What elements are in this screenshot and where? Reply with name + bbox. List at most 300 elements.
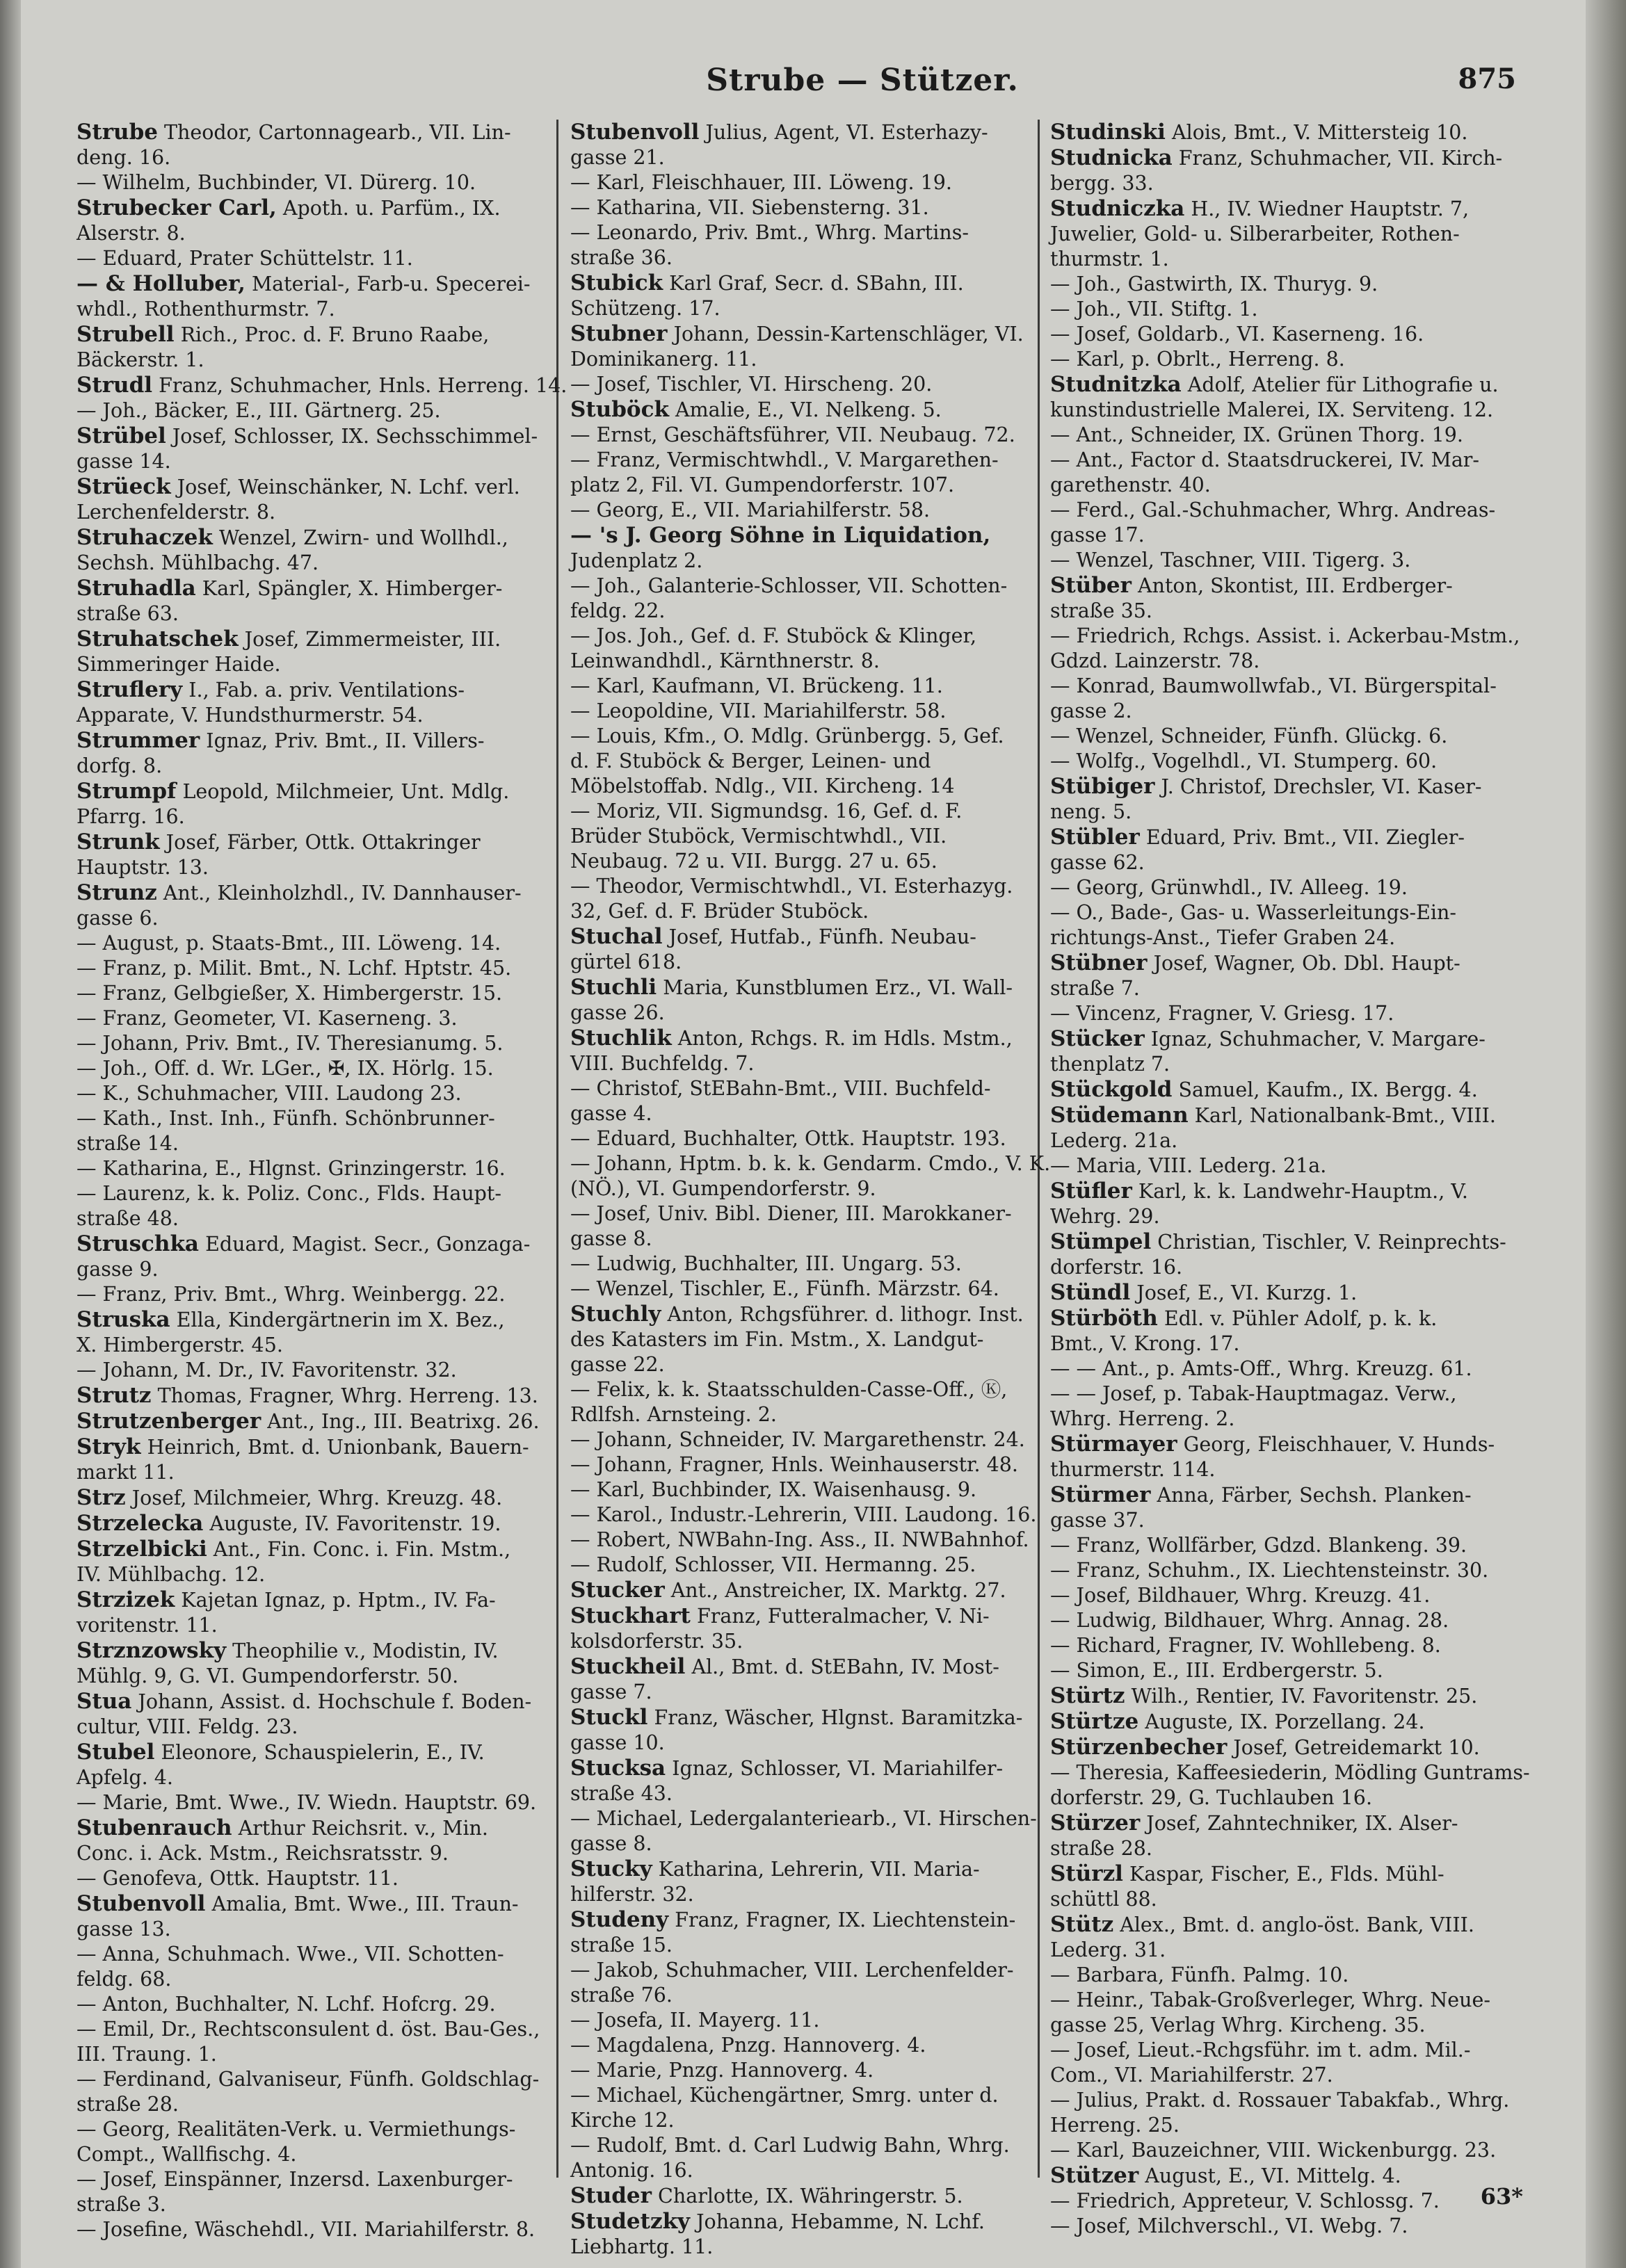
entry-details: VIII. Buchfeldg. 7. (570, 1052, 755, 1075)
entry-details: — Robert, NWBahn-Ing. Ass., II. NWBahnhof. (570, 1528, 1029, 1551)
directory-entry (1050, 950, 1502, 976)
directory-entry (77, 1081, 529, 1106)
directory-entry (570, 120, 1022, 145)
directory-entry (77, 322, 529, 348)
directory-entry (570, 1882, 1022, 1907)
entry-surname: Stuchal (570, 924, 663, 949)
entry-surname: Struflery (77, 677, 183, 702)
directory-entry (1050, 448, 1502, 473)
entry-surname: Struschka (77, 1231, 200, 1256)
entry-details: Sechsh. Mühlbachg. 47. (77, 551, 319, 574)
entry-surname: Strz (77, 1485, 126, 1510)
directory-entry (77, 1282, 529, 1307)
directory-entry (570, 2108, 1022, 2133)
entry-surname: Strzelecka (77, 1511, 204, 1536)
entry-details: Al., Bmt. d. StEBahn, IV. Most- (685, 1655, 999, 1678)
directory-entry (570, 347, 1022, 372)
directory-entry (77, 677, 529, 703)
directory-entry (1050, 573, 1502, 599)
directory-entry (1050, 347, 1502, 372)
column-divider (556, 120, 558, 2178)
directory-entry (77, 1613, 529, 1638)
directory-entry (1050, 1001, 1502, 1026)
entry-details: — Katharina, E., Hlgnst. Grinzingerstr. 16. (77, 1157, 506, 1180)
directory-entry (570, 624, 1022, 649)
directory-entry (77, 500, 529, 525)
entry-details: — Josef, Tischler, VI. Hirscheng. 20. (570, 373, 933, 396)
directory-entry (570, 1856, 1022, 1882)
entry-surname: Stücker (1050, 1026, 1145, 1051)
entry-details: — — Ant., p. Amts-Off., Whrg. Kreuzg. 61. (1050, 1357, 1472, 1380)
entry-details: (NÖ.), VI. Gumpendorferstr. 9. (570, 1177, 876, 1200)
entry-surname: Struska (77, 1307, 170, 1332)
directory-entry (570, 1076, 1022, 1101)
directory-entry (570, 2008, 1022, 2033)
directory-entry (1050, 2113, 1502, 2138)
directory-entry (77, 956, 529, 981)
entry-details: — Vincenz, Fragner, V. Griesg. 17. (1050, 1002, 1394, 1025)
entry-details: — Ant., Schneider, IX. Grünen Thorg. 19. (1050, 423, 1463, 446)
directory-entry (570, 799, 1022, 824)
entry-surname: Studetzky (570, 2209, 691, 2234)
entry-details: Anton, Rchgsführer. d. lithogr. Inst. (661, 1303, 1024, 1326)
directory-entry (570, 849, 1022, 874)
directory-entry (570, 1477, 1022, 1502)
directory-entry (1050, 2214, 1502, 2239)
entry-details: deng. 16. (77, 146, 171, 169)
entry-details: — Richard, Fragner, IV. Wohllebeng. 8. (1050, 1634, 1441, 1657)
directory-entry (1050, 1229, 1506, 1255)
directory-entry (77, 373, 568, 398)
entry-surname: Stündl (1050, 1280, 1131, 1305)
entry-details: X. Himbergerstr. 45. (77, 1334, 283, 1356)
entry-surname: Strumpf (77, 779, 177, 804)
directory-entry (570, 874, 1022, 899)
entry-surname: Strzelbicki (77, 1537, 207, 1562)
directory-entry (570, 1705, 1022, 1731)
entry-details: Anna, Färber, Sechsh. Planken- (1150, 1484, 1472, 1507)
entry-details: — Anna, Schuhmach. Wwe., VII. Schotten- (77, 1943, 504, 1966)
entry-details: — — Josef, p. Tabak-Hauptmagaz. Verw., (1050, 1382, 1457, 1405)
entry-details: Wilh., Rentier, IV. Favoritenstr. 25. (1125, 1685, 1478, 1708)
directory-entry (1050, 1482, 1502, 1508)
entry-details: Liebhartg. 11. (570, 2235, 714, 2258)
entry-details: gasse 13. (77, 1918, 171, 1941)
directory-entry (570, 372, 1022, 397)
directory-entry (1050, 1963, 1502, 1988)
entry-details: Juwelier, Gold- u. Silberarbeiter, Rothen- (1050, 222, 1460, 245)
entry-details: gasse 7. (570, 1680, 652, 1703)
entry-details: Josef, Wagner, Ob. Dbl. Haupt- (1147, 952, 1460, 975)
directory-entry (77, 1156, 529, 1181)
entry-details: — Heinr., Tabak-Großverleger, Whrg. Neue- (1050, 1988, 1491, 2011)
entry-details: — Joh., Gastwirth, IX. Thuryg. 9. (1050, 273, 1378, 295)
directory-entry (570, 321, 1022, 347)
directory-entry (1050, 2189, 1502, 2214)
entry-details: Theophilie v., Modistin, IV. (226, 1639, 499, 1662)
entry-surname: Stuckl (570, 1705, 648, 1730)
entry-details: hilferstr. 32. (570, 1883, 694, 1906)
entry-details: — Rudolf, Schlosser, VII. Hermanng. 25. (570, 1553, 976, 1576)
directory-entry (570, 1629, 1022, 1654)
directory-entry (77, 2217, 536, 2242)
sheet-signature: 63* (1480, 2183, 1523, 2210)
entry-details: — Simon, E., III. Erdbergerstr. 5. (1050, 1659, 1383, 1682)
directory-entry (1050, 473, 1502, 498)
directory-entry (77, 2167, 529, 2192)
entry-details: — Joh., Galanterie-Schlosser, VII. Schotten- (570, 574, 1008, 597)
entry-details: Franz, Schuhmacher, VII. Kirch- (1172, 147, 1503, 170)
entry-details: — Joh., Off. d. Wr. LGer., ✠, IX. Hörlg. 15. (77, 1057, 494, 1080)
entry-details: Katharina, Lehrerin, VII. Maria- (652, 1858, 980, 1881)
directory-entry (1050, 272, 1502, 297)
directory-entry (570, 397, 1022, 423)
directory-entry (77, 1106, 529, 1131)
directory-entry (570, 2183, 1022, 2209)
entry-details: — Josef, Einspänner, Inzersd. Laxenburger- (77, 2168, 513, 2191)
directory-entry (77, 1056, 529, 1081)
entry-details: H., IV. Wiedner Hauptstr. 7, (1184, 197, 1470, 220)
directory-entry (77, 1181, 529, 1206)
entry-surname: Stürtz (1050, 1683, 1125, 1708)
directory-entry (1050, 1128, 1502, 1153)
directory-entry (570, 1001, 1022, 1026)
directory-entry (1050, 1077, 1502, 1103)
entry-details: Franz, Schuhmacher, Hnls. Herreng. 14. (152, 374, 568, 397)
directory-entry (77, 1740, 529, 1765)
directory-entry (77, 626, 529, 652)
column-2 (570, 120, 1051, 2258)
directory-entry (1050, 1457, 1502, 1482)
directory-entry (1050, 2038, 1502, 2063)
entry-details: gasse 21. (570, 146, 665, 169)
entry-details: gasse 22. (570, 1353, 665, 1376)
entry-details: gasse 6. (77, 907, 159, 930)
entry-details: gasse 25, Verlag Whrg. Kircheng. 35. (1050, 2014, 1426, 2036)
directory-entry (77, 703, 529, 728)
entry-surname: Stürmayer (1050, 1432, 1177, 1457)
entry-details: Adolf, Atelier für Lithografie u. (1181, 373, 1499, 396)
directory-entry (77, 1992, 529, 2017)
directory-entry (570, 899, 1022, 924)
directory-entry (1050, 1760, 1530, 1785)
directory-entry (570, 2133, 1022, 2158)
entry-details: Ant., Kleinholzhdl., IV. Dannhauser- (156, 882, 522, 905)
directory-entry (1050, 2138, 1502, 2163)
entry-surname: Strunk (77, 829, 160, 854)
entry-details: Christian, Tischler, V. Reinprechts- (1151, 1231, 1506, 1254)
directory-entry (570, 924, 1022, 950)
directory-entry (1050, 599, 1502, 624)
directory-entry (77, 880, 529, 906)
entry-surname: Stüdemann (1050, 1103, 1189, 1128)
entry-details: — Konrad, Baumwollwfab., VI. Bürgerspital- (1050, 674, 1497, 697)
directory-entry (1050, 523, 1502, 548)
entry-details: d. F. Stuböck & Berger, Leinen- und (570, 750, 931, 772)
directory-entry (1050, 297, 1502, 322)
entry-details: Conc. i. Ack. Mstm., Reichsratsstr. 9. (77, 1842, 449, 1865)
directory-entry (77, 474, 529, 500)
entry-details: Johann, Dessin-Kartenschläger, VI. (667, 323, 1024, 346)
directory-entry (1050, 800, 1502, 825)
entry-details: — Franz, Priv. Bmt., Whrg. Weinbergg. 22. (77, 1283, 506, 1306)
entry-surname: Stryk (77, 1434, 141, 1459)
entry-surname: Stubenvoll (77, 1891, 206, 1916)
directory-entry (77, 1131, 529, 1156)
entry-details: straße 7. (1050, 977, 1140, 1000)
directory-entry (1050, 875, 1502, 900)
entry-details: Apparate, V. Hundsthurmerstr. 54. (77, 704, 424, 727)
entry-details: bergg. 33. (1050, 172, 1154, 195)
directory-entry (77, 829, 529, 855)
directory-entry (570, 1907, 1022, 1933)
entry-details: Theodor, Cartonnagearb., VII. Lin- (157, 121, 511, 144)
directory-entry (1050, 1912, 1502, 1938)
entry-details: — Louis, Kfm., O. Mdlg. Grünbergg. 5, Gef. (570, 724, 1004, 747)
entry-surname: Studinski (1050, 120, 1166, 145)
directory-entry (1050, 624, 1520, 649)
directory-entry (77, 804, 529, 829)
directory-entry (77, 120, 529, 145)
entry-details: Josef, Schlosser, IX. Sechsschimmel- (166, 425, 538, 448)
directory-entry (570, 1756, 1022, 1781)
entry-details: Bmt., V. Krong. 17. (1050, 1332, 1240, 1355)
directory-entry (570, 270, 1022, 296)
directory-entry (77, 1485, 529, 1511)
directory-entry (570, 523, 1022, 549)
directory-entry (570, 599, 1022, 624)
directory-entry (570, 1226, 1022, 1252)
entry-details: straße 3. (77, 2193, 166, 2216)
directory-entry (570, 1377, 1022, 1402)
directory-entry (570, 1553, 1022, 1578)
directory-entry (1050, 1709, 1502, 1735)
entry-surname: Stürzenbecher (1050, 1735, 1227, 1760)
directory-entry (77, 1511, 529, 1537)
entry-details: — Marie, Bmt. Wwe., IV. Wiedn. Hauptstr. 69. (77, 1791, 537, 1814)
directory-entry (1050, 1811, 1502, 1836)
entry-details: Hauptstr. 13. (77, 856, 209, 879)
entry-details: — Karl, Fleischhauer, III. Löweng. 19. (570, 171, 952, 194)
directory-entry (1050, 1306, 1502, 1331)
entry-surname: Strutz (77, 1383, 152, 1408)
directory-entry (570, 423, 1022, 448)
directory-entry (1050, 2013, 1502, 2038)
directory-entry (77, 2042, 529, 2067)
entry-surname: Studniczka (1050, 196, 1185, 221)
entry-surname: Stubenrauch (77, 1815, 232, 1840)
directory-entry (1050, 850, 1502, 875)
entry-details: — Franz, Geometer, VI. Kaserneng. 3. (77, 1007, 458, 1030)
directory-entry (570, 2083, 1022, 2108)
entry-surname: Stua (77, 1689, 132, 1714)
entry-details: Bäckerstr. 1. (77, 348, 204, 371)
directory-entry (1050, 1382, 1502, 1407)
entry-details: Apoth. u. Parfüm., IX. (276, 197, 501, 220)
entry-surname: Stübler (1050, 825, 1140, 850)
directory-entry (1050, 1508, 1502, 1533)
directory-entry (77, 1358, 529, 1383)
entry-details: Eduard, Priv. Bmt., VII. Ziegler- (1139, 826, 1465, 849)
entry-details: gasse 10. (570, 1731, 665, 1754)
entry-details: — Josef, Univ. Bibl. Diener, III. Marokkaner- (570, 1202, 1012, 1225)
directory-entry (1050, 322, 1502, 347)
directory-entry (1050, 1178, 1502, 1204)
entry-details: Kirche 12. (570, 2109, 675, 2132)
entry-details: gasse 8. (570, 1832, 652, 1855)
directory-entry (77, 1537, 529, 1562)
directory-entry (1050, 1836, 1502, 1861)
directory-entry (570, 1402, 1022, 1427)
entry-details: — Johann, Priv. Bmt., IV. Theresianumg. 5. (77, 1032, 504, 1055)
directory-entry (1050, 372, 1502, 398)
entry-details: Dominikanerg. 11. (570, 348, 757, 371)
directory-entry (570, 1680, 1022, 1705)
entry-details: Anton, Rchgs. R. im Hdls. Mstm., (671, 1027, 1013, 1050)
directory-entry (77, 525, 529, 551)
entry-details: Leinwandhdl., Kärnthnerstr. 8. (570, 649, 880, 672)
entry-details: Georg, Fleischhauer, V. Hunds- (1177, 1433, 1495, 1456)
directory-entry (77, 931, 529, 956)
entry-details: — Johann, M. Dr., IV. Favoritenstr. 32. (77, 1359, 457, 1382)
entry-details: straße 36. (570, 246, 673, 269)
directory-entry (1050, 1683, 1502, 1709)
directory-entry (77, 779, 529, 804)
entry-details: straße 15. (570, 1934, 673, 1957)
entry-details: Heinrich, Bmt. d. Unionbank, Bauern- (140, 1436, 529, 1459)
directory-entry (77, 1891, 529, 1917)
entry-details: cultur, VIII. Feldg. 23. (77, 1715, 298, 1738)
directory-entry (570, 1427, 1025, 1452)
entry-details: — Josef, Milchverschl., VI. Webg. 7. (1050, 2214, 1408, 2237)
entry-details: dorfg. 8. (77, 754, 163, 777)
directory-entry (77, 2017, 540, 2042)
directory-entry (570, 1831, 1022, 1856)
entry-details: gasse 17. (1050, 524, 1145, 546)
directory-entry (1050, 1988, 1502, 2013)
entry-details: — Georg, E., VII. Mariahilferstr. 58. (570, 499, 931, 521)
entry-surname: Stürmer (1050, 1482, 1151, 1507)
entry-details: — Christof, StEBahn-Bmt., VIII. Buchfeld- (570, 1077, 991, 1100)
directory-entry (570, 245, 1022, 270)
directory-entry (570, 699, 1022, 724)
directory-entry (1050, 1356, 1502, 1382)
entry-details: — Josefine, Wäschehdl., VII. Mariahilferstr. 8. (77, 2218, 536, 2241)
entry-details: — Ferd., Gal.-Schuhmacher, Whrg. Andreas- (1050, 499, 1496, 521)
entry-details: Lerchenfelderstr. 8. (77, 501, 276, 524)
entry-details: straße 43. (570, 1782, 673, 1805)
entry-details: Josef, Milchmeier, Whrg. Kreuzg. 48. (125, 1487, 503, 1509)
directory-entry (570, 649, 1022, 674)
entry-details: — Wenzel, Tischler, E., Fünfh. Märzstr. 64. (570, 1277, 999, 1300)
directory-entry (1050, 1558, 1502, 1583)
directory-entry (77, 1333, 529, 1358)
directory-entry (1050, 1407, 1502, 1432)
directory-entry (1050, 498, 1502, 523)
entry-surname: Stucker (570, 1578, 665, 1603)
directory-entry (77, 906, 529, 931)
directory-entry (77, 1664, 529, 1689)
entry-details: — Franz, Gelbgießer, X. Himbergerstr. 15. (77, 982, 503, 1005)
directory-entry (77, 1967, 529, 1992)
directory-entry (77, 1231, 529, 1257)
entry-surname: Strzizek (77, 1587, 175, 1612)
directory-entry (77, 1206, 529, 1231)
entry-details: gasse 2. (1050, 699, 1132, 722)
entry-details: Brüder Stuböck, Vermischtwhdl., VII. (570, 825, 947, 848)
directory-entry (77, 195, 529, 221)
directory-entry (77, 1815, 529, 1841)
directory-entry (570, 1201, 1022, 1226)
entry-details: Neubaug. 72 u. VII. Burgg. 27 u. 65. (570, 850, 937, 873)
directory-entry (1050, 674, 1502, 699)
entry-details: — Karl, Bauzeichner, VIII. Wickenburgg. 23. (1050, 2139, 1497, 2162)
directory-entry (77, 1460, 529, 1485)
directory-entry (1050, 1735, 1502, 1760)
directory-entry (570, 824, 1022, 849)
entry-details: — Theodor, Vermischtwhdl., VI. Esterhazyg. (570, 875, 1013, 898)
directory-entry (1050, 1103, 1502, 1128)
entry-details: gasse 37. (1050, 1509, 1145, 1532)
directory-entry (570, 1958, 1022, 1983)
entry-details: — Joh., Bäcker, E., III. Gärtnerg. 25. (77, 399, 441, 422)
directory-entry (1050, 1938, 1502, 1963)
entry-details: Antonig. 16. (570, 2159, 693, 2182)
entry-details: platz 2, Fil. VI. Gumpendorferstr. 107. (570, 473, 955, 496)
directory-entry (1050, 1255, 1502, 1280)
directory-entry (570, 1502, 1037, 1528)
entry-details: gasse 9. (77, 1258, 159, 1281)
entry-details: Edl. v. Pühler Adolf, p. k. k. (1157, 1307, 1438, 1330)
entry-details: Alex., Bmt. d. anglo-öst. Bank, VIII. (1113, 1913, 1474, 1936)
entry-details: Whrg. Herreng. 2. (1050, 1407, 1235, 1430)
entry-details: voritenstr. 11. (77, 1614, 218, 1637)
page-header (21, 63, 1523, 111)
entry-details: Mühlg. 9, G. VI. Gumpendorferstr. 50. (77, 1664, 459, 1687)
entry-details: Karl, Nationalbank-Bmt., VIII. (1188, 1104, 1496, 1127)
entry-surname: Stürtze (1050, 1709, 1139, 1734)
entry-details: Material-, Farb-u. Specerei- (245, 273, 531, 295)
directory-entry (1050, 398, 1502, 423)
directory-entry (1050, 825, 1502, 850)
directory-entry (570, 145, 1022, 170)
entry-details: Möbelstoffab. Ndlg., VII. Kircheng. 14 (570, 775, 955, 797)
directory-entry (1050, 1533, 1502, 1558)
entry-details: Josef, Weinschänker, N. Lchf. verl. (170, 476, 520, 499)
directory-entry (1050, 1583, 1502, 1608)
entry-details: Josef, Hutfab., Fünfh. Neubau- (662, 925, 976, 948)
page-number: 875 (1458, 63, 1516, 95)
directory-entry (570, 448, 1022, 473)
entry-details: — Michael, Küchengärtner, Smrg. unter d. (570, 2084, 999, 2107)
directory-entry (77, 170, 529, 195)
entry-surname: — 's J. Georg Söhne in Liquidation, (570, 523, 991, 548)
directory-entry (77, 2192, 529, 2217)
entry-details: whdl., Rothenthurmstr. 7. (77, 298, 335, 321)
entry-surname: Strunz (77, 880, 157, 905)
directory-entry (1050, 1887, 1502, 1912)
entry-surname: Stübiger (1050, 774, 1155, 799)
directory-entry (570, 1126, 1022, 1151)
directory-entry (1050, 724, 1502, 749)
directory-entry (1050, 423, 1502, 448)
directory-entry (570, 1176, 1022, 1201)
entry-details: Josef, Zimmermeister, III. (238, 628, 501, 651)
entry-details: — K., Schuhmacher, VIII. Laudong 23. (77, 1082, 462, 1105)
directory-entry (77, 1715, 529, 1740)
directory-entry (1050, 1331, 1502, 1356)
directory-entry (570, 774, 1022, 799)
